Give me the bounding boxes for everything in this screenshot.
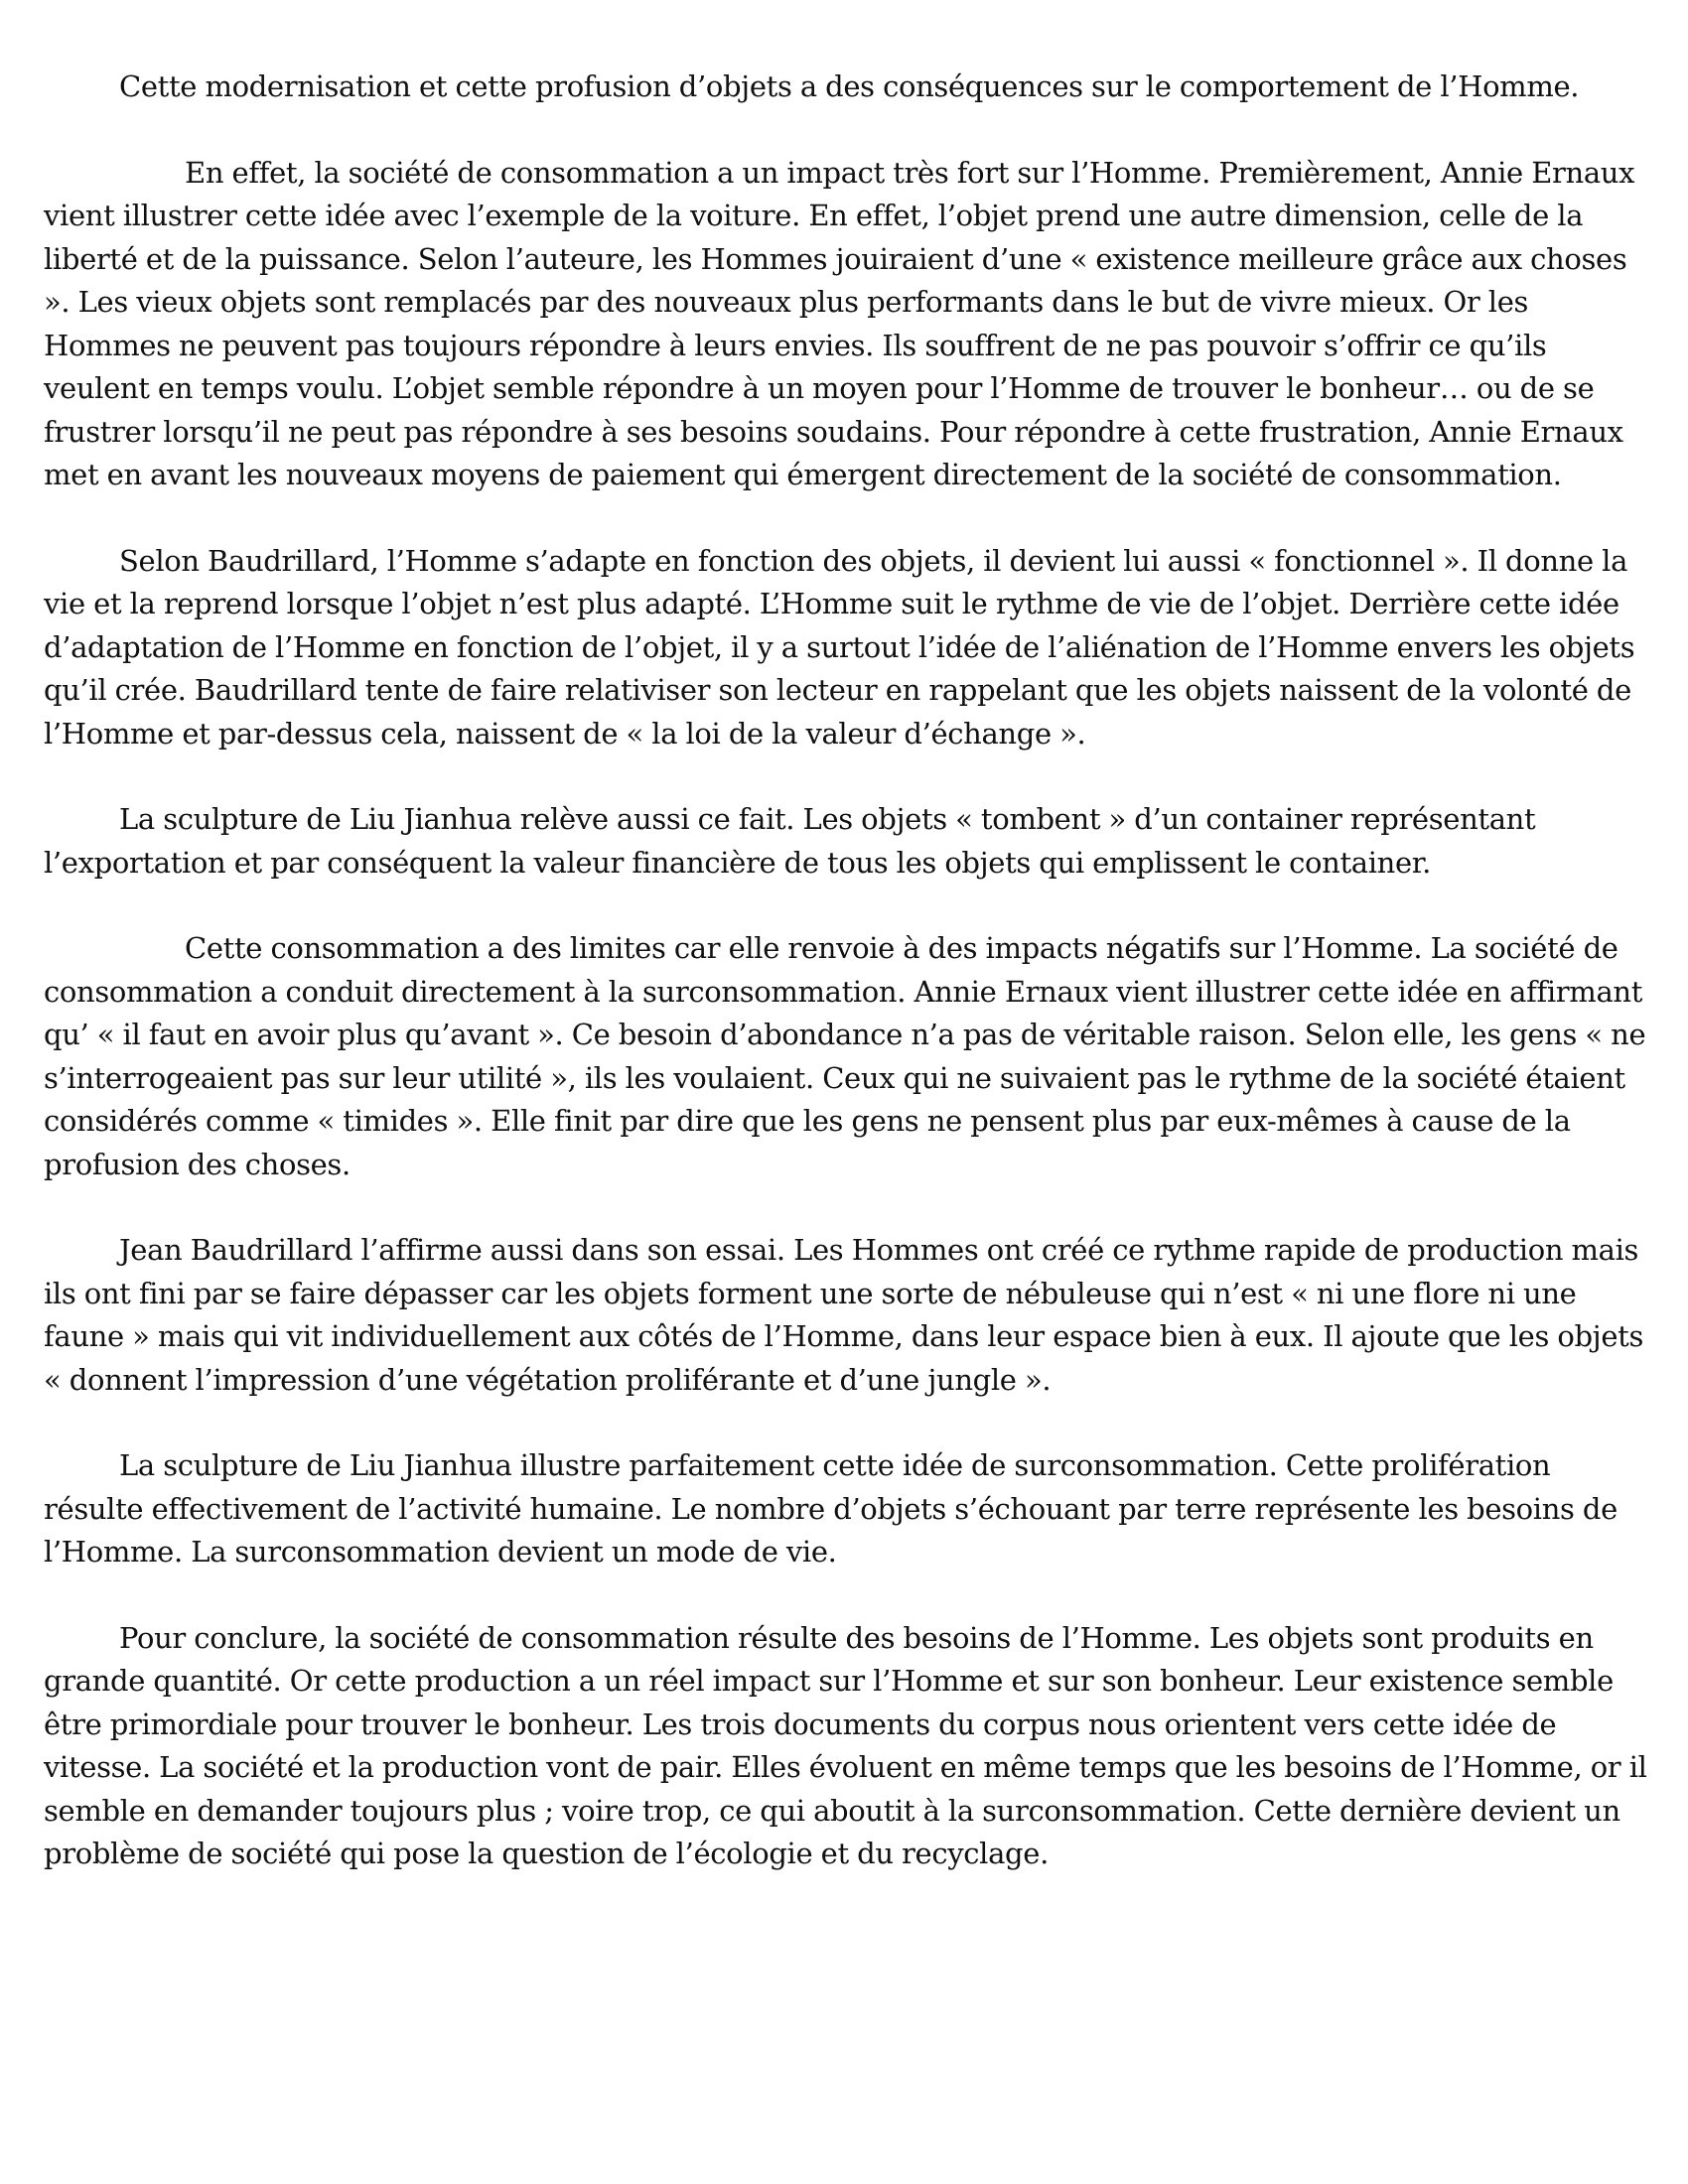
paragraph-conclusion: Pour conclure, la société de consommation résulte des besoins de l’Homme. Les objets sont produits en grande quantité. Or cette production a un réel impact sur l’Homme et sur son bonheur. Leur existence semble être primordiale pour trouver le bonheur. Les trois documents du corpus nous orientent vers cette idée de vitesse. La société et la production vont de pair. Elles évoluent en même temps que les besoins de l’Homme, or il semble en demander toujours plus ; voire trop, ce qui aboutit à la surconsommation. Cette dernière devient un problème de société qui pose la question de l’écologie et du recyclage.	[44, 1620, 1647, 1870]
paragraph-consumption-impact: En effet, la société de consommation a un impact très fort sur l’Homme. Premièrement, Annie Ernaux vient illustrer cette idée avec l’exemple de la voiture. En effet, l’objet prend une autre dimension, celle de la liberté et de la puissance. Selon l’auteure, les Hommes jouiraient d’une « existence meilleure grâce aux choses ». Les vieux objets sont remplacés par des nouveaux plus performants dans le but de vivre mieux. Or les Hommes ne peuvent pas toujours répondre à leurs envies. Ils souffrent de ne pas pouvoir s’offrir ce qu’ils veulent en temps voulu. L’objet semble répondre à un moyen pour l’Homme de trouver le bonheur… ou de se frustrer lorsqu’il ne peut pas répondre à ses besoins soudains. Pour répondre à cette frustration, Annie Ernaux met en avant les nouveaux moyens de paiement qui émergent directement de la société de consommation.	[44, 155, 1635, 491]
paragraph-baudrillard-essay: Jean Baudrillard l’affirme aussi dans son essai. Les Hommes ont créé ce rythme rapide de production mais ils ont fini par se faire dépasser car les objets forment une sorte de nébuleuse qui n’est « ni une flore ni une faune » mais qui vit individuellement aux côtés de l’Homme, dans leur espace bien à eux. Il ajoute que les objets « donnent l’impression d’une végétation proliférante et d’une jungle ».	[44, 1233, 1643, 1397]
paragraph-liu-jianhua-overconsumption: La sculpture de Liu Jianhua illustre parfaitement cette idée de surconsommation. Cette prolifération résulte effectivement de l’activité humaine. Le nombre d’objets s’échouant par terre représente les besoins de l’Homme. La surconsommation devient un mode de vie.	[44, 1448, 1618, 1569]
paragraph-intro: Cette modernisation et cette profusion d’objets a des conséquences sur le comportement de l’Homme.	[119, 69, 1580, 103]
paragraph-liu-jianhua-container: La sculpture de Liu Jianhua relève aussi ce fait. Les objets « tombent » d’un container représentant l’exportation et par conséquent la valeur financière de tous les objets qui emplissent le container.	[44, 802, 1536, 880]
paragraph-consumption-limits: Cette consommation a des limites car elle renvoie à des impacts négatifs sur l’Homme. La société de consommation a conduit directement à la surconsommation. Annie Ernaux vient illustrer cette idée en affirmant qu’ « il faut en avoir plus qu’avant ». Ce besoin d’abondance n’a pas de véritable raison. Selon elle, les gens « ne s’interrogeaient pas sur leur utilité », ils les voulaient. Ceux qui ne suivaient pas le rythme de la société étaient considérés comme « timides ». Elle finit par dire que les gens ne pensent plus par eux-mêmes à cause de la profusion des choses.	[44, 931, 1646, 1181]
paragraph-baudrillard-functional: Selon Baudrillard, l’Homme s’adapte en fonction des objets, il devient lui aussi « fonctionnel ». Il donne la vie et la reprend lorsque l’objet n’est plus adapté. L’Homme suit le rythme de vie de l’objet. Derrière cette idée d’adaptation de l’Homme en fonction de l’objet, il y a surtout l’idée de l’aliénation de l’Homme envers les objets qu’il crée. Baudrillard tente de faire relativiser son lecteur en rappelant que les objets naissent de la volonté de l’Homme et par-dessus cela, naissent de « la loi de la valeur d’échange ».	[44, 543, 1635, 751]
document-body	[44, 66, 1647, 1919]
